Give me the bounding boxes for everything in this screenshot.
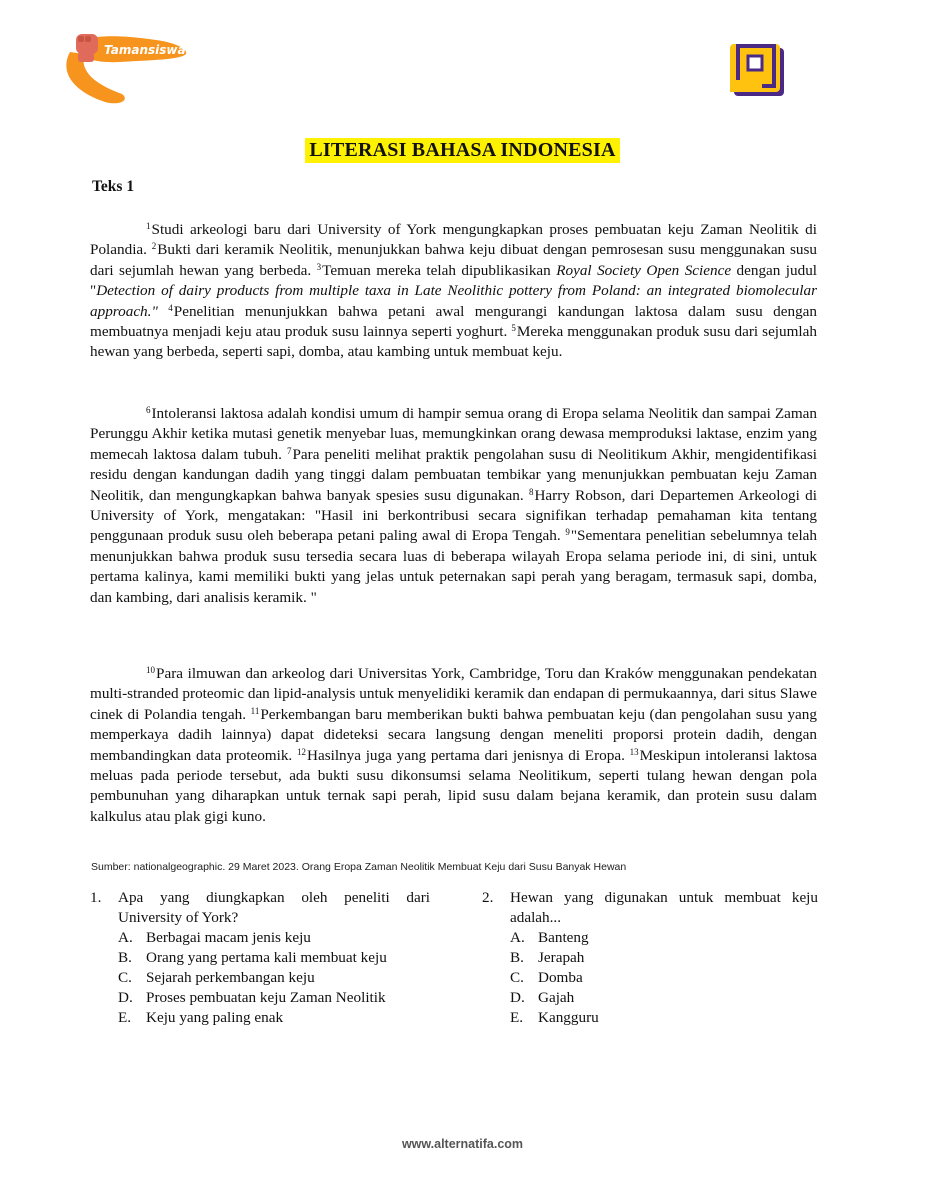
- answer-option[interactable]: [118, 968, 430, 988]
- italic-title: Detection of dairy products from multiple taxa in Late Neolithic pottery from Poland: an integrated biomolecular approach.": [90, 282, 817, 320]
- option-text: Banteng: [538, 929, 589, 946]
- paragraph-text: [158, 303, 168, 320]
- paragraph-text: Intoleransi laktosa adalah kondisi umum di hampir semua orang di Eropa selama Neolitik dan sampai Zaman Perunggu Akhir ketika mutasi genetik menyebar luas, memungkinkan orang dewasa memproduksi laktase, enzim yang memecah laktosa dalam tubuh.: [90, 405, 817, 463]
- option-letter: D.: [118, 989, 133, 1006]
- sentence-number: 13: [629, 746, 639, 757]
- option-text: Keju yang paling enak: [146, 1009, 284, 1026]
- paragraph: [90, 404, 817, 608]
- option-letter: A.: [118, 929, 133, 946]
- answer-option[interactable]: [510, 988, 818, 1008]
- paragraph-text: Harry Robson, dari Departemen Arkeologi di University of York, mengatakan: "Hasil ini berkontribusi secara signifikan terhadap pemahaman kita tentang penggunaan produk susu oleh beberapa petani paling awal di Eropa Tengah.: [90, 486, 817, 545]
- paragraph-text: "Sementara penelitian sebelumnya telah menunjukkan bahwa produk susu tersedia secara luas di beberapa wilayah Eropa selama periode ini, di sini, untuk pertama kalinya, kami memiliki bukti yang jelas untuk peternakan sapi perah yang beragam, termasuk sapi, domba, dan kambing, dari analisis keramik. ": [90, 527, 818, 606]
- paragraph-text: Mereka menggunakan produk susu dari sejumlah hewan yang berbeda, seperti sapi, domba, atau kambing untuk membuat keju.: [90, 323, 817, 361]
- answer-option[interactable]: [118, 988, 430, 1008]
- footer-url: www.alternatifa.com: [401, 1137, 524, 1151]
- answer-option[interactable]: [118, 1008, 430, 1028]
- option-text: Domba: [538, 969, 583, 986]
- question-text: Hewan yang digunakan untuk membuat keju adalah...: [510, 889, 818, 926]
- sentence-number: 12: [296, 746, 306, 757]
- option-letter: D.: [510, 989, 525, 1006]
- alternatifa-logo: [728, 40, 788, 98]
- section-label: Teks 1: [92, 178, 135, 195]
- option-text: Orang yang pertama kali membuat keju: [146, 949, 387, 966]
- sentence-number: 10: [146, 665, 155, 675]
- paragraph-text: Para peneliti melihat praktik pengolahan susu di Neolitikum Akhir, mengidentifikasi residu dengan kandungan dadih yang tinggi dalam pembuatan tembikar yang menunjukkan pembuatan keju Zaman Neolitik, dan mengungkapkan bahwa banyak spesies susu digunakan.: [90, 445, 818, 504]
- sentence-number: 9: [565, 527, 570, 538]
- sentence-number: 4: [168, 302, 173, 313]
- sentence-number: 7: [286, 445, 292, 456]
- option-text: Kangguru: [538, 1009, 599, 1026]
- paragraph-text: Temuan mereka telah dipublikasikan: [322, 261, 557, 279]
- question-number: 2.: [482, 889, 494, 906]
- tamansiswa-logo: [60, 30, 200, 110]
- paragraph: [90, 664, 817, 827]
- option-text: Gajah: [538, 989, 575, 1006]
- paragraph-text: Para ilmuwan dan arkeolog dari Universitas York, Cambridge, Toru dan Kraków menggunakan pendekatan multi-stranded proteomic dan lipid-analysis untuk menyelidiki keramik dan endapan di permukaannya, dari situs Slawe cinek di Polandia tengah.: [90, 665, 817, 723]
- question-head: [90, 888, 430, 928]
- answer-option[interactable]: [118, 948, 430, 968]
- brand-name: Tamansiswa: [104, 43, 186, 57]
- option-letter: C.: [118, 969, 132, 986]
- question-text: Apa yang diungkapkan oleh peneliti dari University of York?: [118, 889, 430, 926]
- paragraph-text: Studi arkeologi baru dari University of York mengungkapkan proses pembuatan keju Zaman Neolitik di Polandia.: [90, 221, 817, 259]
- answer-option[interactable]: [510, 968, 818, 988]
- option-letter: A.: [510, 929, 525, 946]
- paragraph: [90, 220, 817, 363]
- sentence-number: 5: [511, 323, 516, 334]
- option-text: Jerapah: [538, 949, 585, 966]
- answer-option[interactable]: [510, 1008, 818, 1028]
- page-title: LITERASI BAHASA INDONESIA: [305, 138, 619, 163]
- option-letter: C.: [510, 969, 524, 986]
- question: [90, 888, 430, 1028]
- italic-title: Royal Society Open Science: [556, 261, 732, 279]
- sentence-number: 6: [146, 405, 151, 415]
- paragraph-text: dengan judul ": [90, 261, 818, 300]
- answer-option[interactable]: [510, 948, 818, 968]
- option-letter: E.: [510, 1009, 524, 1026]
- sentence-number: 1: [146, 221, 151, 231]
- answer-option[interactable]: [510, 928, 818, 948]
- paragraph-text: Bukti dari keramik Neolitik, menunjukkan bahwa keju dibuat dengan pemrosesan susu menggunakan susu dari sejumlah hewan yang berbeda.: [90, 241, 817, 279]
- question-head: [482, 888, 818, 928]
- answer-option[interactable]: [118, 928, 430, 948]
- question-number: 1.: [90, 889, 102, 906]
- option-letter: B.: [510, 949, 524, 966]
- option-letter: E.: [118, 1009, 132, 1026]
- source-citation: Sumber: nationalgeographic. 29 Maret 2023. Orang Eropa Zaman Neolitik Membuat Keju dari Susu Banyak Hewan: [91, 861, 627, 873]
- paragraph-text: Meskipun intoleransi laktosa meluas pada periode tersebut, ada bukti susu dikonsumsi selama Neolitikum, seperti tulang hewan dengan pola pembunuhan yang diharapkan untuk ternak sapi perah, lipid susu dalam bejana keramik, dan protein susu dalam kalkulus atau plak gigi kuno.: [90, 746, 817, 825]
- paragraph-text: Penelitian menunjukkan bahwa petani awal mengurangi kandungan laktosa dalam susu dengan membuatnya menjadi keju atau produk susu lainnya seperti yoghurt.: [90, 302, 818, 341]
- paragraph-text: Hasilnya juga yang pertama dari jenisnya di Eropa.: [306, 746, 630, 764]
- sentence-number: 8: [528, 486, 534, 497]
- option-letter: B.: [118, 949, 132, 966]
- option-text: Sejarah perkembangan keju: [146, 969, 315, 986]
- sentence-number: 11: [250, 705, 260, 716]
- sentence-number: 3: [316, 261, 322, 272]
- paragraph-text: Perkembangan baru memberikan bukti bahwa pembuatan keju (dan pengolahan susu yang memperkaya dadih lainnya) dapat dideteksi secara langsung dengan meneliti proporsi protein dadih, dengan membandingkan data proteomik.: [90, 705, 817, 764]
- option-text: Proses pembuatan keju Zaman Neolitik: [146, 989, 386, 1006]
- option-text: Berbagai macam jenis keju: [146, 929, 311, 946]
- question: [482, 888, 818, 1028]
- sentence-number: 2: [151, 241, 157, 252]
